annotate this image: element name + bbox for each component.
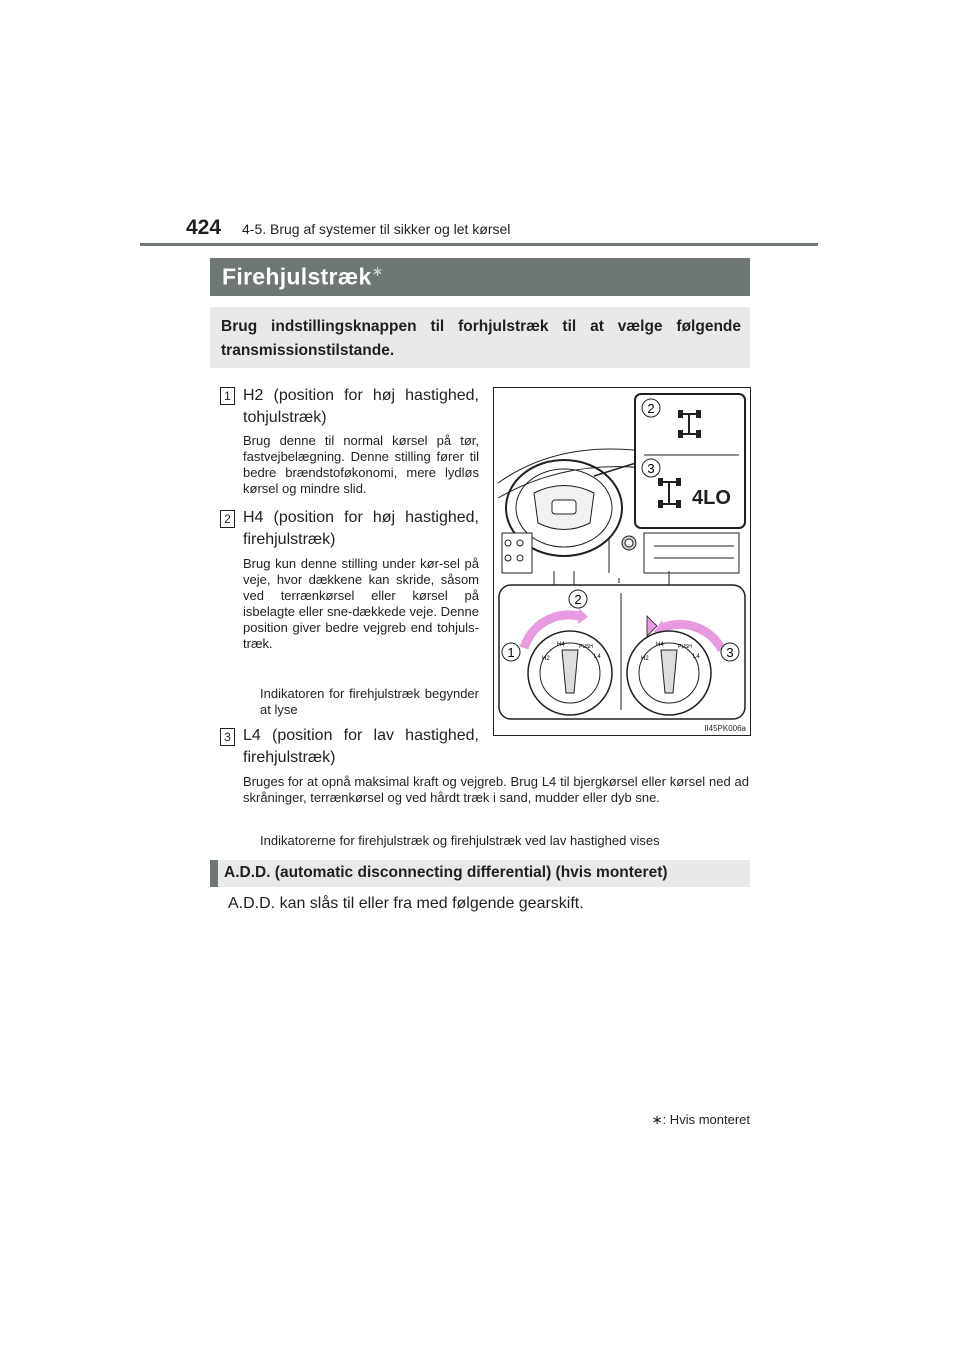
svg-text:H4: H4: [656, 642, 664, 648]
section-title: A.D.D. (automatic disconnecting differential) (hvis monteret): [224, 864, 668, 881]
svg-text:H4: H4: [557, 642, 565, 648]
four-wheel-drive-figure: [493, 387, 751, 736]
footnote-text: : Hvis monteret: [662, 1112, 750, 1127]
item-description-2: Brug kun denne stilling under kør-sel på veje, hvor dækkene kan skride, såsom ved terrænkørsel eller kørsel på isbelagte eller sne-dækkede veje. Denne position giver bedre vejgreb end tohjuls-træk.: [243, 556, 479, 651]
figure-code: II45PK006a: [704, 724, 746, 733]
svg-text:2: 2: [647, 401, 655, 416]
callout-1: [502, 643, 520, 661]
svg-text:L4: L4: [693, 654, 700, 660]
item-title-1: H2 (position for høj hastighed, tohjulstræk): [243, 387, 479, 426]
item-title-2: H4 (position for høj hastighed, firehjulstræk): [243, 509, 479, 548]
footnote: [652, 1112, 750, 1128]
item-number-1: 1: [220, 387, 235, 405]
svg-text:H2: H2: [641, 656, 649, 662]
chapter-heading: 4-5. Brug af systemer til sikker og let kørsel: [242, 221, 511, 237]
svg-text:PUSH: PUSH: [579, 644, 593, 650]
svg-text:1: 1: [507, 645, 515, 660]
footnote-symbol: ∗: [651, 1112, 663, 1127]
svg-text:3: 3: [647, 461, 655, 476]
title-asterisk: ∗: [371, 263, 384, 279]
dashboard-illustration: [494, 388, 750, 735]
item-description-1: Brug denne til normal kørsel på tør, fastvejbelægning. Denne stilling fører til bedre brændstoføkonomi, mere lydløs kørsel og mindre slid.: [243, 433, 479, 496]
svg-text:L4: L4: [594, 654, 601, 660]
intro-box: [210, 307, 750, 368]
callout-3-right: [721, 643, 739, 661]
item-number-2: 2: [220, 510, 235, 528]
item-description-3: Bruges for at opnå maksimal kraft og vejgreb. Brug L4 til bjergkørsel eller kørsel ned ad skråninger, terrænkørsel og ved hårdt træk i sand, mudder eller dyb sne.: [243, 774, 749, 805]
svg-text:3: 3: [726, 645, 734, 660]
svg-text:PUSH: PUSH: [678, 644, 692, 650]
item-note-3: Indikatorerne for firehjulstræk og firehjulstræk ved lav hastighed vises: [260, 833, 660, 848]
section-bar: [210, 860, 750, 887]
item-number-3: 3: [220, 728, 235, 746]
header-divider: [140, 243, 818, 246]
svg-text:H2: H2: [542, 656, 550, 662]
callout-3-top: [642, 459, 660, 477]
svg-text:2: 2: [574, 592, 582, 607]
page-title: Firehjulstræk∗: [222, 263, 384, 290]
page-number: 424: [186, 216, 222, 239]
intro-text: Brug indstillingsknappen til forhjulstræk til at vælge følgende transmissionstilstande.: [221, 318, 741, 359]
callout-2-top: [642, 399, 660, 417]
indicator-4lo-label: 4LO: [692, 487, 731, 509]
item-title-3: L4 (position for lav hastighed, firehjulstræk): [243, 727, 479, 766]
item-note-2: Indikatoren for firehjulstræk begynder at lyse: [260, 686, 479, 717]
callout-2-left: [569, 590, 587, 608]
title-bar: [210, 258, 750, 296]
section-text: A.D.D. kan slås til eller fra med følgende gearskift.: [228, 895, 584, 912]
